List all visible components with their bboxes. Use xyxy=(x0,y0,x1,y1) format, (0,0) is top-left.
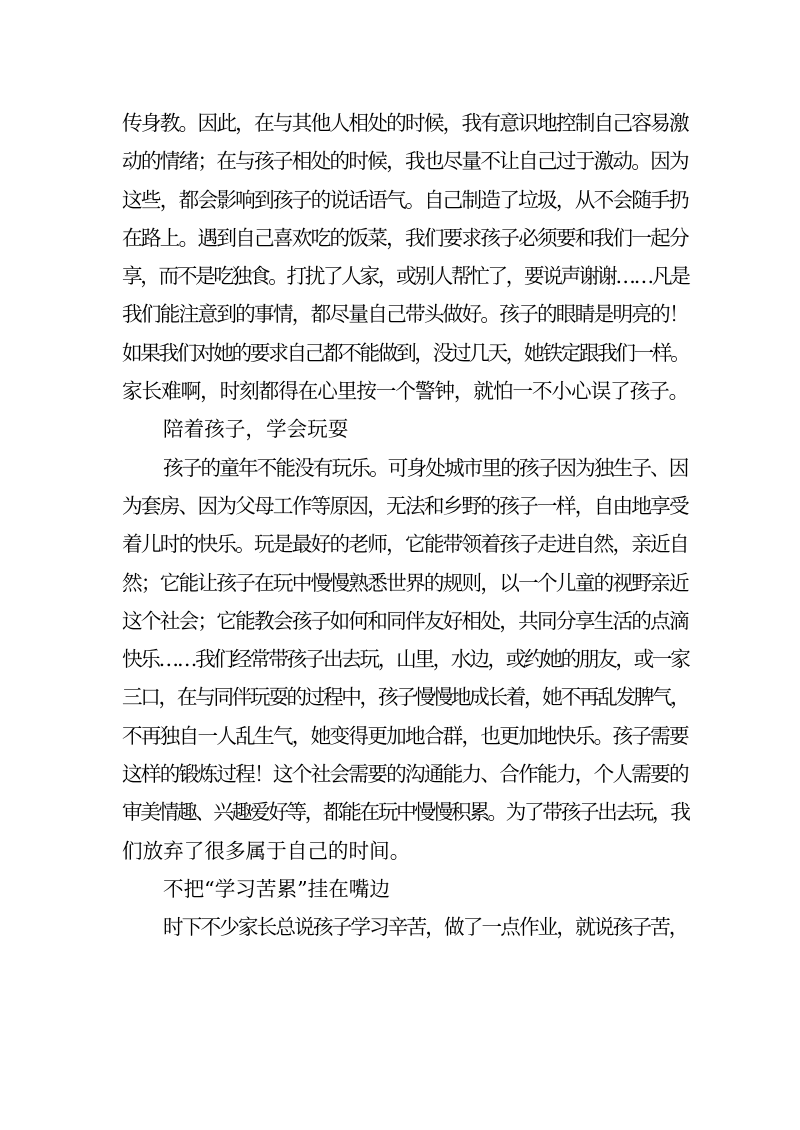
text-line: 家长难啊，时刻都得在心里按一个警钟，就怕一不小心误了孩子。 xyxy=(122,379,689,404)
text-line: 着儿时的快乐。玩是最好的老师，它能带领着孩子走进自然，亲近自 xyxy=(122,532,688,557)
text-line: 这些，都会影响到孩子的说话语气。自己制造了垃圾，从不会随手扔 xyxy=(122,187,688,212)
text-line: 为套房、因为父母工作等原因，无法和乡野的孩子一样，自由地享受 xyxy=(122,493,688,518)
text-line: 传身教。因此，在与其他人相处的时候，我有意识地控制自己容易激 xyxy=(122,111,688,135)
text-line: 然；它能让孩子在玩中慢慢熟悉世界的规则，以一个儿童的视野亲近 xyxy=(122,570,688,595)
text-line: 三口，在与同伴玩耍的过程中，孩子慢慢地成长着，她不再乱发脾气， xyxy=(122,685,689,710)
text-line: 们放弃了很多属于自己的时间。 xyxy=(122,838,411,863)
text-line: 时下不少家长总说孩子学习辛苦，做了一点作业，就说孩子苦， xyxy=(163,915,688,940)
text-line: 在路上。遇到自己喜欢吃的饭菜，我们要求孩子必须要和我们一起分 xyxy=(122,225,688,250)
text-line: 快乐……我们经常带孩子出去玩，山里，水边，或约她的朋友，或一家 xyxy=(122,647,689,672)
text-line: 如果我们对她的要求自己都不能做到，没过几天，她铁定跟我们一样。 xyxy=(122,340,689,365)
section-heading: 不把“学习苦累”挂在嘴边 xyxy=(163,876,390,901)
text-line: 动的情绪；在与孩子相处的时候，我也尽量不让自己过于激动。因为 xyxy=(122,149,688,174)
text-line: 不再独自一人乱生气，她变得更加地合群，也更加地快乐。孩子需要 xyxy=(122,723,688,748)
text-line: 这个社会；它能教会孩子如何和同伴友好相处，共同分享生活的点滴 xyxy=(122,608,688,633)
text-line: 享，而不是吃独食。打扰了人家，或别人帮忙了，要说声谢谢……凡是 xyxy=(122,264,689,289)
text-line: 审美情趣、兴趣爱好等，都能在玩中慢慢积累。为了带孩子出去玩，我 xyxy=(122,800,689,825)
text-line: 我们能注意到的事情，都尽量自己带头做好。孩子的眼睛是明亮的！ xyxy=(122,302,688,327)
section-heading: 陪着孩子，学会玩耍 xyxy=(163,417,349,442)
text-line: 这样的锻炼过程！这个社会需要的沟通能力、合作能力，个人需要的 xyxy=(122,762,688,787)
document-body xyxy=(122,104,688,947)
text-line: 孩子的童年不能没有玩乐。可身处城市里的孩子因为独生子、因 xyxy=(163,455,688,480)
